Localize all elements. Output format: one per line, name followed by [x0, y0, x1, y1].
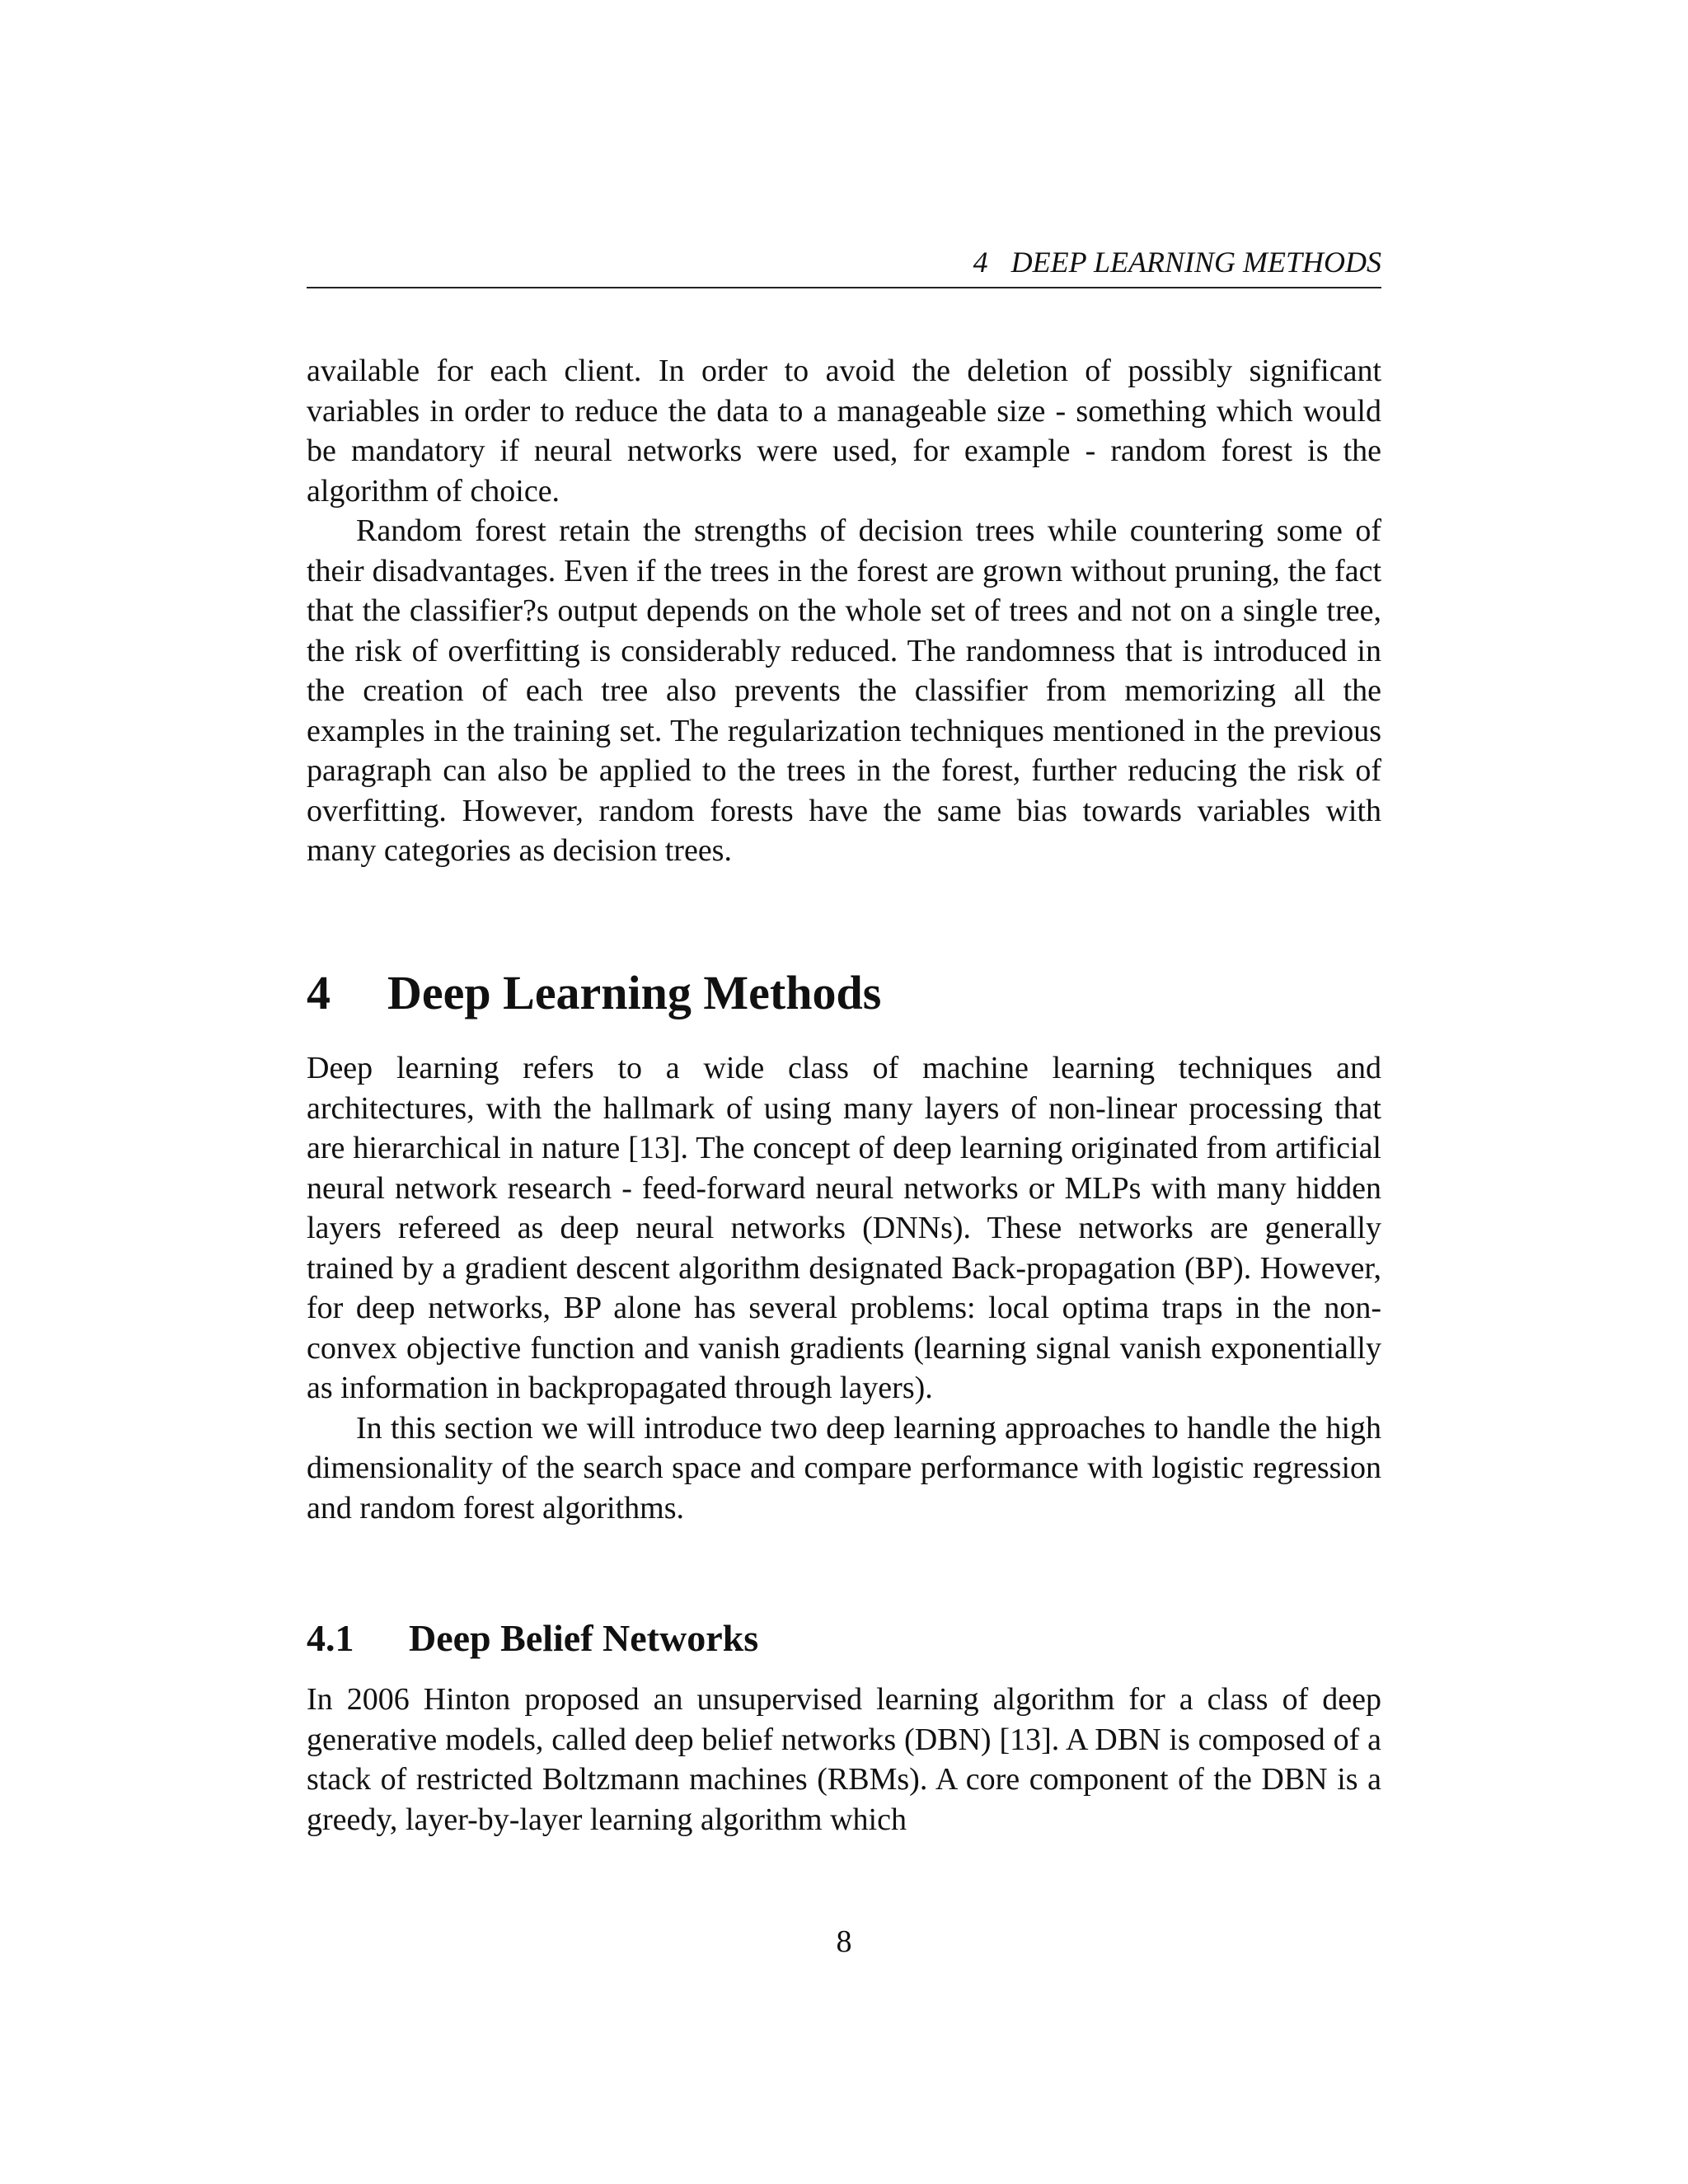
body-text-block-1 — [307, 351, 1381, 871]
subsection-title: Deep Belief Networks — [409, 1617, 759, 1659]
paragraph-random-forest-strengths: Random forest retain the strengths of decision trees while countering some of their disadvantages. Even if the trees in the forest are grown without pruning, the fact that the classifier?s output depends on the whole set of trees and not on a single tree, the risk of overfitting is considerably reduced. The randomness that is introduced in the creation of each tree also prevents the classifier from memorizing all the examples in the training set. The regularization techniques mentioned in the previous paragraph can also be applied to the trees in the forest, further reducing the risk of overfitting. However, random forests have the same bias towards variables with many categories as decision trees. — [307, 513, 1381, 868]
running-header — [307, 244, 1381, 288]
section-heading — [307, 964, 1381, 1022]
paragraph-deep-learning-definition: Deep learning refers to a wide class of machine learning techniques and architectures, with the hallmark of using many layers of non-linear processing that are hierarchical in nature [13]. The concept of deep learning originated from artificial neural network research - feed-forward neural networks or MLPs with many hidden layers refereed as deep neural networks (DNNs). These networks are generally trained by a gradient descent algorithm designated Back-propagation (BP). However, for deep networks, BP alone has several problems: local optima traps in the non-convex objective function and vanish gradients (learning signal vanish exponentially as information in backpropagated through layers). — [307, 1051, 1381, 1405]
subsection-number: 4.1 — [307, 1617, 354, 1659]
paragraph-dbn-intro: In 2006 Hinton proposed an unsupervised learning algorithm for a class of deep generative models, called deep belief networks (DBN) [13]. A DBN is composed of a stack of restricted Boltzmann machines (RBMs). A core component of the DBN is a greedy, layer-by-layer learning algorithm which — [307, 1682, 1381, 1837]
body-text-block-2 — [307, 1048, 1381, 1528]
body-text-block-3 — [307, 1680, 1381, 1840]
section-title: Deep Learning Methods — [387, 966, 882, 1019]
subsection-heading — [307, 1615, 1381, 1661]
paragraph-section-overview: In this section we will introduce two deep learning approaches to handle the high dimensionality of the search space and compare performance with logistic regression and random forest algorithms. — [307, 1410, 1381, 1526]
running-header-chapter-title: DEEP LEARNING METHODS — [1010, 246, 1381, 279]
section-number: 4 — [307, 966, 331, 1019]
running-header-chapter-number: 4 — [973, 246, 988, 279]
paragraph-forest-intro: available for each client. In order to avoid the deletion of possibly significant variables in order to reduce the data to a manageable size - something which would be mandatory if neural networks were used, for example - random forest is the algorithm of choice. — [307, 354, 1381, 509]
page-number: 8 — [836, 1924, 852, 1959]
